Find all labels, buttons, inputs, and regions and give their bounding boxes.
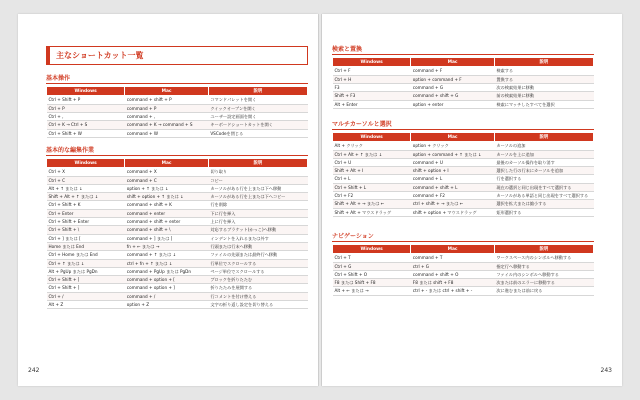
- header-mac: Mac: [125, 158, 209, 167]
- table-row: [47, 251, 308, 259]
- table-row: [47, 242, 308, 250]
- shortcut-description: 選択した行の行末にカーソルを追加: [494, 167, 593, 175]
- mac-shortcut: option + command + ↑ または ↓: [411, 150, 495, 158]
- mac-shortcut: command + F: [411, 67, 495, 75]
- mac-shortcut: fn + ← または →: [125, 242, 209, 250]
- windows-shortcut: Ctrl + Shift + Enter: [47, 218, 125, 226]
- table-row: [47, 96, 308, 104]
- header-description: 説明: [208, 87, 307, 96]
- shortcut-table-navigation: [332, 244, 594, 296]
- mac-shortcut: ctrl + fn + ↑ または ↓: [125, 259, 209, 267]
- windows-shortcut: Ctrl + H: [333, 75, 411, 83]
- right-page: [322, 14, 622, 386]
- header-description: 説明: [494, 244, 593, 253]
- shortcut-description: カーソルがある行を上または下へ移動: [208, 184, 307, 192]
- mac-shortcut: command + C: [125, 176, 209, 184]
- windows-shortcut: Ctrl + G: [333, 262, 411, 270]
- windows-shortcut: Home または End: [47, 242, 125, 250]
- mac-shortcut: shift + option + マウスドラッグ: [411, 208, 495, 216]
- left-page-content: [46, 46, 308, 309]
- table-row: [47, 184, 308, 192]
- windows-shortcut: Shift + Alt + → または ←: [333, 200, 411, 208]
- shortcut-table-multicursor: [332, 132, 594, 217]
- windows-shortcut: Ctrl + U: [333, 158, 411, 166]
- shortcut-description: 次の検索結果に移動: [494, 83, 593, 91]
- table-row: [333, 200, 594, 208]
- shortcut-description: 選択を拡大または縮小する: [494, 200, 593, 208]
- windows-shortcut: Alt + Enter: [333, 100, 411, 108]
- mac-shortcut: command + ] または [: [125, 234, 209, 242]
- shortcut-description: 置換する: [494, 75, 593, 83]
- windows-shortcut: Ctrl + ] または [: [47, 234, 125, 242]
- windows-shortcut: Ctrl + Shift + \: [47, 226, 125, 234]
- windows-shortcut: Shift + Alt + ↑ または ↓: [47, 193, 125, 201]
- windows-shortcut: Ctrl + Home または End: [47, 251, 125, 259]
- mac-shortcut: option + クリック: [411, 142, 495, 150]
- windows-shortcut: Ctrl + Shift + W: [47, 129, 125, 137]
- shortcut-description: 矩形選択する: [494, 208, 593, 216]
- mac-shortcut: command + shift + K: [125, 201, 209, 209]
- mac-shortcut: option + ↑ または ↓: [125, 184, 209, 192]
- windows-shortcut: Alt + ↑ または ↓: [47, 184, 125, 192]
- shortcut-description: カーソルがある単語と同じ出現をすべて選択する: [494, 192, 593, 200]
- windows-shortcut: Shift + F3: [333, 92, 411, 100]
- header-mac: Mac: [411, 244, 495, 253]
- table-row: [333, 100, 594, 108]
- header-mac: Mac: [411, 132, 495, 141]
- mac-shortcut: command + shift + enter: [125, 218, 209, 226]
- shortcut-description: コマンドパレットを開く: [208, 96, 307, 104]
- mac-shortcut: command + L: [411, 175, 495, 183]
- shortcut-description: インデントを入れるまたは外す: [208, 234, 307, 242]
- header-description: 説明: [208, 158, 307, 167]
- windows-shortcut: Alt + ← または →: [333, 287, 411, 295]
- shortcut-description: 切り取り: [208, 168, 307, 176]
- shortcut-description: カーソルがある行を上または下へコピー: [208, 193, 307, 201]
- table-row: [47, 284, 308, 292]
- table-row: [333, 175, 594, 183]
- windows-shortcut: Ctrl + Shift + O: [333, 270, 411, 278]
- mac-shortcut: command + shift + O: [411, 270, 495, 278]
- shortcut-description: 折りたたみを展開する: [208, 284, 307, 292]
- header-windows: Windows: [47, 87, 125, 96]
- windows-shortcut: Alt + クリック: [333, 142, 411, 150]
- windows-shortcut: Ctrl + Shift + P: [47, 96, 125, 104]
- shortcut-description: 検索する: [494, 67, 593, 75]
- table-row: [333, 92, 594, 100]
- mac-shortcut: command + U: [411, 158, 495, 166]
- table-row: [47, 234, 308, 242]
- shortcut-description: ブロックを折りたたむ: [208, 276, 307, 284]
- mac-shortcut: shift + option + ↑ または ↓: [125, 193, 209, 201]
- windows-shortcut: Ctrl + X: [47, 168, 125, 176]
- table-row: [333, 192, 594, 200]
- windows-shortcut: Ctrl + Shift + L: [333, 183, 411, 191]
- table-row: [47, 201, 308, 209]
- table-row: [47, 292, 308, 300]
- mac-shortcut: command + P: [125, 104, 209, 112]
- mac-shortcut: command + shift + \: [125, 226, 209, 234]
- mac-shortcut: command + shift + L: [411, 183, 495, 191]
- windows-shortcut: Ctrl + Alt + ↑ または ↓: [333, 150, 411, 158]
- mac-shortcut: option + enter: [411, 100, 495, 108]
- windows-shortcut: Ctrl + T: [333, 254, 411, 262]
- mac-shortcut: command + enter: [125, 209, 209, 217]
- shortcut-table-basic: [46, 86, 308, 138]
- section-title-multicursor: マルチカーソルと選択: [332, 119, 594, 130]
- shortcut-table-search: [332, 57, 594, 109]
- mac-shortcut: command + T: [411, 254, 495, 262]
- section-title-navigation: ナビゲーション: [332, 231, 594, 242]
- windows-shortcut: Ctrl + K → Ctrl + S: [47, 121, 125, 129]
- windows-shortcut: Ctrl + ,: [47, 112, 125, 120]
- shortcut-description: ユーザー設定画面を開く: [208, 112, 307, 120]
- table-row: [333, 75, 594, 83]
- table-row: [47, 267, 308, 275]
- mac-shortcut: ctrl + - または ctrl + shift + -: [411, 287, 495, 295]
- shortcut-description: カーソルの追加: [494, 142, 593, 150]
- shortcut-description: クイックオープンを開く: [208, 104, 307, 112]
- mac-shortcut: command + shift + P: [125, 96, 209, 104]
- shortcut-description: 行単位でスクロールする: [208, 259, 307, 267]
- table-row: [333, 158, 594, 166]
- table-row: [47, 300, 308, 308]
- mac-shortcut: command + K → command + S: [125, 121, 209, 129]
- mac-shortcut: command + ↑ または ↓: [125, 251, 209, 259]
- header-mac: Mac: [125, 87, 209, 96]
- shortcut-description: 現在の選択と同じ出現をすべて選択する: [494, 183, 593, 191]
- table-row: [47, 168, 308, 176]
- right-page-content: [332, 44, 594, 296]
- mac-shortcut: command + ,: [125, 112, 209, 120]
- mac-shortcut: command + PgUp または PgDn: [125, 267, 209, 275]
- shortcut-description: 下に行を挿入: [208, 209, 307, 217]
- shortcut-description: ワークスペース内のシンボルへ移動する: [494, 254, 593, 262]
- table-row: [333, 254, 594, 262]
- table-row: [47, 121, 308, 129]
- table-row: [333, 183, 594, 191]
- page-title: 主なショートカット一覧: [46, 46, 308, 65]
- table-row: [47, 104, 308, 112]
- mac-shortcut: F8 または shift + F8: [411, 279, 495, 287]
- windows-shortcut: Alt + Z: [47, 300, 125, 308]
- table-row: [47, 276, 308, 284]
- shortcut-description: 対応するブラケット(かっこ)へ移動: [208, 226, 307, 234]
- windows-shortcut: Ctrl + Shift + [: [47, 276, 125, 284]
- table-row: [47, 218, 308, 226]
- windows-shortcut: Ctrl + C: [47, 176, 125, 184]
- windows-shortcut: Ctrl + Shift + K: [47, 201, 125, 209]
- mac-shortcut: command + /: [125, 292, 209, 300]
- shortcut-description: カーソルを上に追加: [494, 150, 593, 158]
- shortcut-description: コピー: [208, 176, 307, 184]
- windows-shortcut: F8 または Shift + F8: [333, 279, 411, 287]
- mac-shortcut: command + option + [: [125, 276, 209, 284]
- table-row: [47, 176, 308, 184]
- mac-shortcut: command + option + ]: [125, 284, 209, 292]
- table-row: [47, 112, 308, 120]
- windows-shortcut: Shift + Alt + マウスドラッグ: [333, 208, 411, 216]
- windows-shortcut: Ctrl + Shift + ]: [47, 284, 125, 292]
- left-page: [18, 14, 318, 386]
- shortcut-description: 次に進むまたは前に戻る: [494, 287, 593, 295]
- shortcut-description: 前の検索結果に移動: [494, 92, 593, 100]
- mac-shortcut: ctrl + G: [411, 262, 495, 270]
- shortcut-description: ページ単位でスクロールする: [208, 267, 307, 275]
- shortcut-description: 文字の折り返し設定を切り替える: [208, 300, 307, 308]
- table-row: [333, 287, 594, 295]
- mac-shortcut: command + X: [125, 168, 209, 176]
- mac-shortcut: command + G: [411, 83, 495, 91]
- table-row: [333, 150, 594, 158]
- shortcut-description: 行を削除: [208, 201, 307, 209]
- table-row: [333, 167, 594, 175]
- header-mac: Mac: [411, 58, 495, 67]
- table-row: [333, 270, 594, 278]
- shortcut-description: 上に行を挿入: [208, 218, 307, 226]
- shortcut-description: 指定行へ移動する: [494, 262, 593, 270]
- windows-shortcut: Ctrl + F2: [333, 192, 411, 200]
- header-windows: Windows: [333, 244, 411, 253]
- header-description: 説明: [494, 132, 593, 141]
- shortcut-description: ファイル内のシンボルへ移動する: [494, 270, 593, 278]
- table-row: [333, 83, 594, 91]
- header-description: 説明: [494, 58, 593, 67]
- mac-shortcut: command + F2: [411, 192, 495, 200]
- table-row: [47, 193, 308, 201]
- mac-shortcut: option + Z: [125, 300, 209, 308]
- table-row: [333, 142, 594, 150]
- windows-shortcut: Shift + Alt + I: [333, 167, 411, 175]
- section-title-basic: 基本操作: [46, 73, 308, 84]
- windows-shortcut: Ctrl + Enter: [47, 209, 125, 217]
- windows-shortcut: Ctrl + ↑ または ↓: [47, 259, 125, 267]
- shortcut-description: 行を選択する: [494, 175, 593, 183]
- shortcut-description: キーボードショートカットを開く: [208, 121, 307, 129]
- shortcut-description: VSCodeを閉じる: [208, 129, 307, 137]
- table-row: [47, 129, 308, 137]
- mac-shortcut: option + command + F: [411, 75, 495, 83]
- shortcut-description: 次または前のエラーに移動する: [494, 279, 593, 287]
- section-title-editing: 基本的な編集作業: [46, 145, 308, 156]
- mac-shortcut: ctrl + shift + → または ←: [411, 200, 495, 208]
- page-number-right: 243: [600, 367, 612, 374]
- header-windows: Windows: [333, 58, 411, 67]
- table-row: [47, 209, 308, 217]
- windows-shortcut: F3: [333, 83, 411, 91]
- windows-shortcut: Ctrl + /: [47, 292, 125, 300]
- windows-shortcut: Ctrl + L: [333, 175, 411, 183]
- shortcut-description: 行コメントを付け替える: [208, 292, 307, 300]
- mac-shortcut: command + W: [125, 129, 209, 137]
- shortcut-description: ファイルの先頭または最終行へ移動: [208, 251, 307, 259]
- header-windows: Windows: [47, 158, 125, 167]
- shortcut-table-editing: [46, 158, 308, 309]
- windows-shortcut: Ctrl + F: [333, 67, 411, 75]
- shortcut-description: 行頭または行末へ移動: [208, 242, 307, 250]
- shortcut-description: 検索にマッチしたすべてを選択: [494, 100, 593, 108]
- table-row: [333, 262, 594, 270]
- table-row: [333, 67, 594, 75]
- shortcut-description: 最後のカーソル操作を取り消す: [494, 158, 593, 166]
- table-row: [333, 279, 594, 287]
- table-row: [47, 259, 308, 267]
- header-windows: Windows: [333, 132, 411, 141]
- page-number-left: 242: [28, 367, 40, 374]
- table-row: [47, 226, 308, 234]
- mac-shortcut: shift + option + I: [411, 167, 495, 175]
- windows-shortcut: Alt + PgUp または PgDn: [47, 267, 125, 275]
- windows-shortcut: Ctrl + P: [47, 104, 125, 112]
- section-title-search: 検索と置換: [332, 44, 594, 55]
- mac-shortcut: command + shift + G: [411, 92, 495, 100]
- table-row: [333, 208, 594, 216]
